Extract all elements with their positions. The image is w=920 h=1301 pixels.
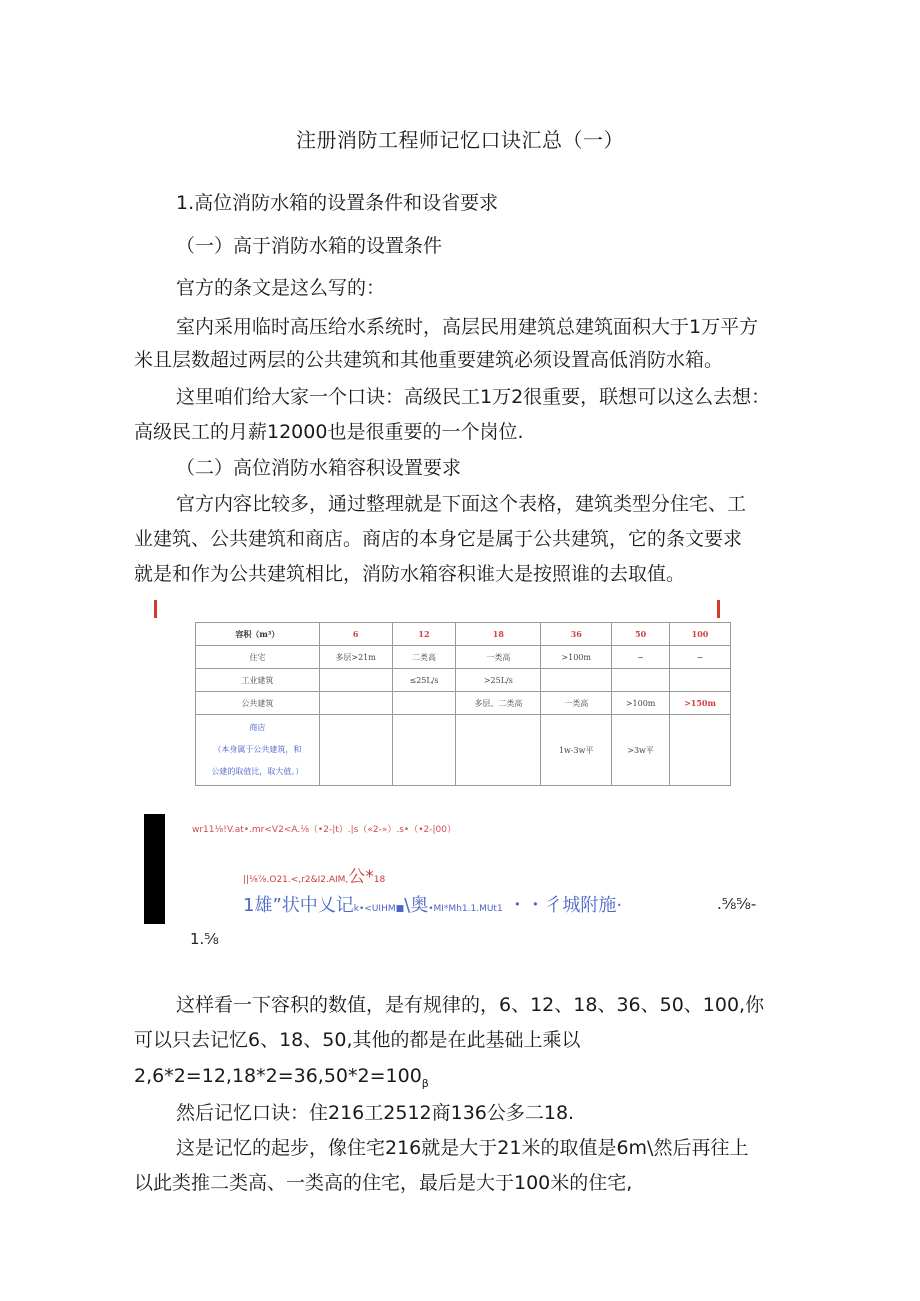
ocr-noise-line: wr11⅛!V.at•.mr<V2<A.⅛（•2-|t）.|s（«2-»）.s•（•2-|00）: [192, 825, 456, 835]
table-header-cell: 50: [612, 623, 670, 646]
table-cell: [319, 692, 392, 715]
table-row: [196, 692, 731, 715]
table-cell: [319, 669, 392, 692]
ocr-noise-fragment: ||⅛⅞.O21.<,r2&I2.AIM,: [243, 875, 349, 885]
formula-subscript: β: [421, 1076, 429, 1090]
paragraph-line: 以此类推二类高、一类高的住宅，最后是大于100米的住宅,: [134, 1172, 633, 1194]
paragraph-line: 米且层数超过两层的公共建筑和其他重要建筑必须设置高低消防水箱。: [134, 349, 724, 371]
ocr-noise-fragment: ・・彳城附施·: [502, 895, 623, 916]
paragraph-line: 官方内容比较多，通过整理就是下面这个表格，建筑类型分住宅、工: [176, 493, 747, 515]
ocr-noise-fragment: •MI*Mh1.1.MUt1: [428, 904, 503, 914]
table-header-cell: 12: [392, 623, 456, 646]
water-tank-volume-table: [195, 622, 731, 786]
table-cell: 多层>21m: [319, 646, 392, 669]
table-cell: [392, 715, 456, 786]
table-cell: [319, 715, 392, 786]
paragraph-intro: 官方的条文是这么写的：: [176, 277, 386, 299]
table-header-cell: 18: [456, 623, 541, 646]
table-cell: [456, 715, 541, 786]
table-cell: 多层、二类高: [456, 692, 541, 715]
table-row: [196, 646, 731, 669]
section-1-heading: 1.高位消防水箱的设置条件和设省要求: [176, 192, 499, 214]
table-cell: ~: [670, 646, 731, 669]
table-cell: 二类高: [392, 646, 456, 669]
shop-note-line2: 公建的取值比，取大值。）: [211, 767, 304, 776]
table-cell: >100m: [612, 692, 670, 715]
subsection-1-heading: （一）高于消防水箱的设置条件: [176, 235, 443, 257]
table-cell: [392, 692, 456, 715]
ocr-noise-line: [243, 862, 385, 887]
paragraph-line: 可以只去记忆6、18、50,其他的都是在此基础上乘以: [134, 1029, 581, 1051]
ocr-noise-line: [243, 891, 622, 917]
formula-text: 2,6*2=12,18*2=36,50*2=100: [134, 1065, 422, 1087]
table-cell: [612, 669, 670, 692]
paragraph-line: 室内采用临时高压给水系统时，高层民用建筑总建筑面积大于1万平方: [176, 316, 759, 338]
table-cell: 1w-3w平: [541, 715, 612, 786]
table-header-cell: 100: [670, 623, 731, 646]
paragraph-line: [134, 1059, 429, 1101]
paragraph-line: 业建筑、公共建筑和商店。商店的本身它是属于公共建筑，它的条文要求: [134, 528, 743, 550]
crop-marker-left: [154, 600, 157, 618]
table-row-label-shop: [196, 715, 320, 786]
ocr-noise-fragment: 1雄”状中乂记: [243, 895, 354, 916]
paragraph-line: 就是和作为公共建筑相比，消防水箱容积谁大是按照谁的去取值。: [134, 563, 686, 585]
table-cell: 一类高: [456, 646, 541, 669]
table-row-shop: [196, 715, 731, 786]
table-header-row: [196, 623, 731, 646]
table-row: [196, 669, 731, 692]
table-row-label: 工业建筑: [196, 669, 320, 692]
table-cell: ~: [612, 646, 670, 669]
table-header-cell: 6: [319, 623, 392, 646]
table-row-label: 公共建筑: [196, 692, 320, 715]
table-header-cell: 容积（m³）: [196, 623, 320, 646]
table-cell: [541, 669, 612, 692]
ocr-noise-line: .⅝⅝-: [717, 895, 757, 913]
table-header-cell: 36: [541, 623, 612, 646]
page-title: 注册消防工程师记忆口诀汇总（一）: [296, 128, 624, 152]
paragraph-line: 这里咱们给大家一个口诀：高级民工1万2很重要，联想可以这么去想：: [176, 386, 771, 408]
paragraph-line: 这样看一下容积的数值，是有规律的，6、12、18、36、50、100,你: [176, 994, 765, 1016]
table-cell: 一类高: [541, 692, 612, 715]
table-cell: [670, 669, 731, 692]
crop-marker-right: [717, 600, 720, 618]
table-cell: ≤25L/s: [392, 669, 456, 692]
shop-note-line1: （本身属于公共建筑，和: [213, 745, 302, 754]
table-cell: >150m: [670, 692, 731, 715]
table-cell: >25L/s: [456, 669, 541, 692]
ocr-noise-fragment: \奥: [404, 895, 429, 916]
paragraph-line: 高级民工的月薪12000也是很重要的一个岗位.: [134, 421, 524, 443]
subsection-2-heading: （二）高位消防水箱容积设置要求: [176, 457, 462, 479]
ocr-noise-line: 1.⅝: [190, 930, 219, 948]
table-cell: [670, 715, 731, 786]
shop-label: 商店: [249, 723, 266, 732]
ocr-noise-fragment: 18: [373, 875, 386, 885]
mnemonic-line: 然后记忆口诀：住216工2512商136公多二18.: [176, 1102, 575, 1124]
table-row-label: 住宅: [196, 646, 320, 669]
ocr-noise-fragment: k•<UIHM■: [353, 904, 405, 914]
ocr-noise-fragment: 公*: [348, 867, 374, 887]
table-cell: >3w平: [612, 715, 670, 786]
black-bar: [144, 814, 165, 924]
paragraph-line: 这是记忆的起步，像住宅216就是大于21米的取值是6m\然后再往上: [176, 1137, 749, 1159]
table-cell: >100m: [541, 646, 612, 669]
